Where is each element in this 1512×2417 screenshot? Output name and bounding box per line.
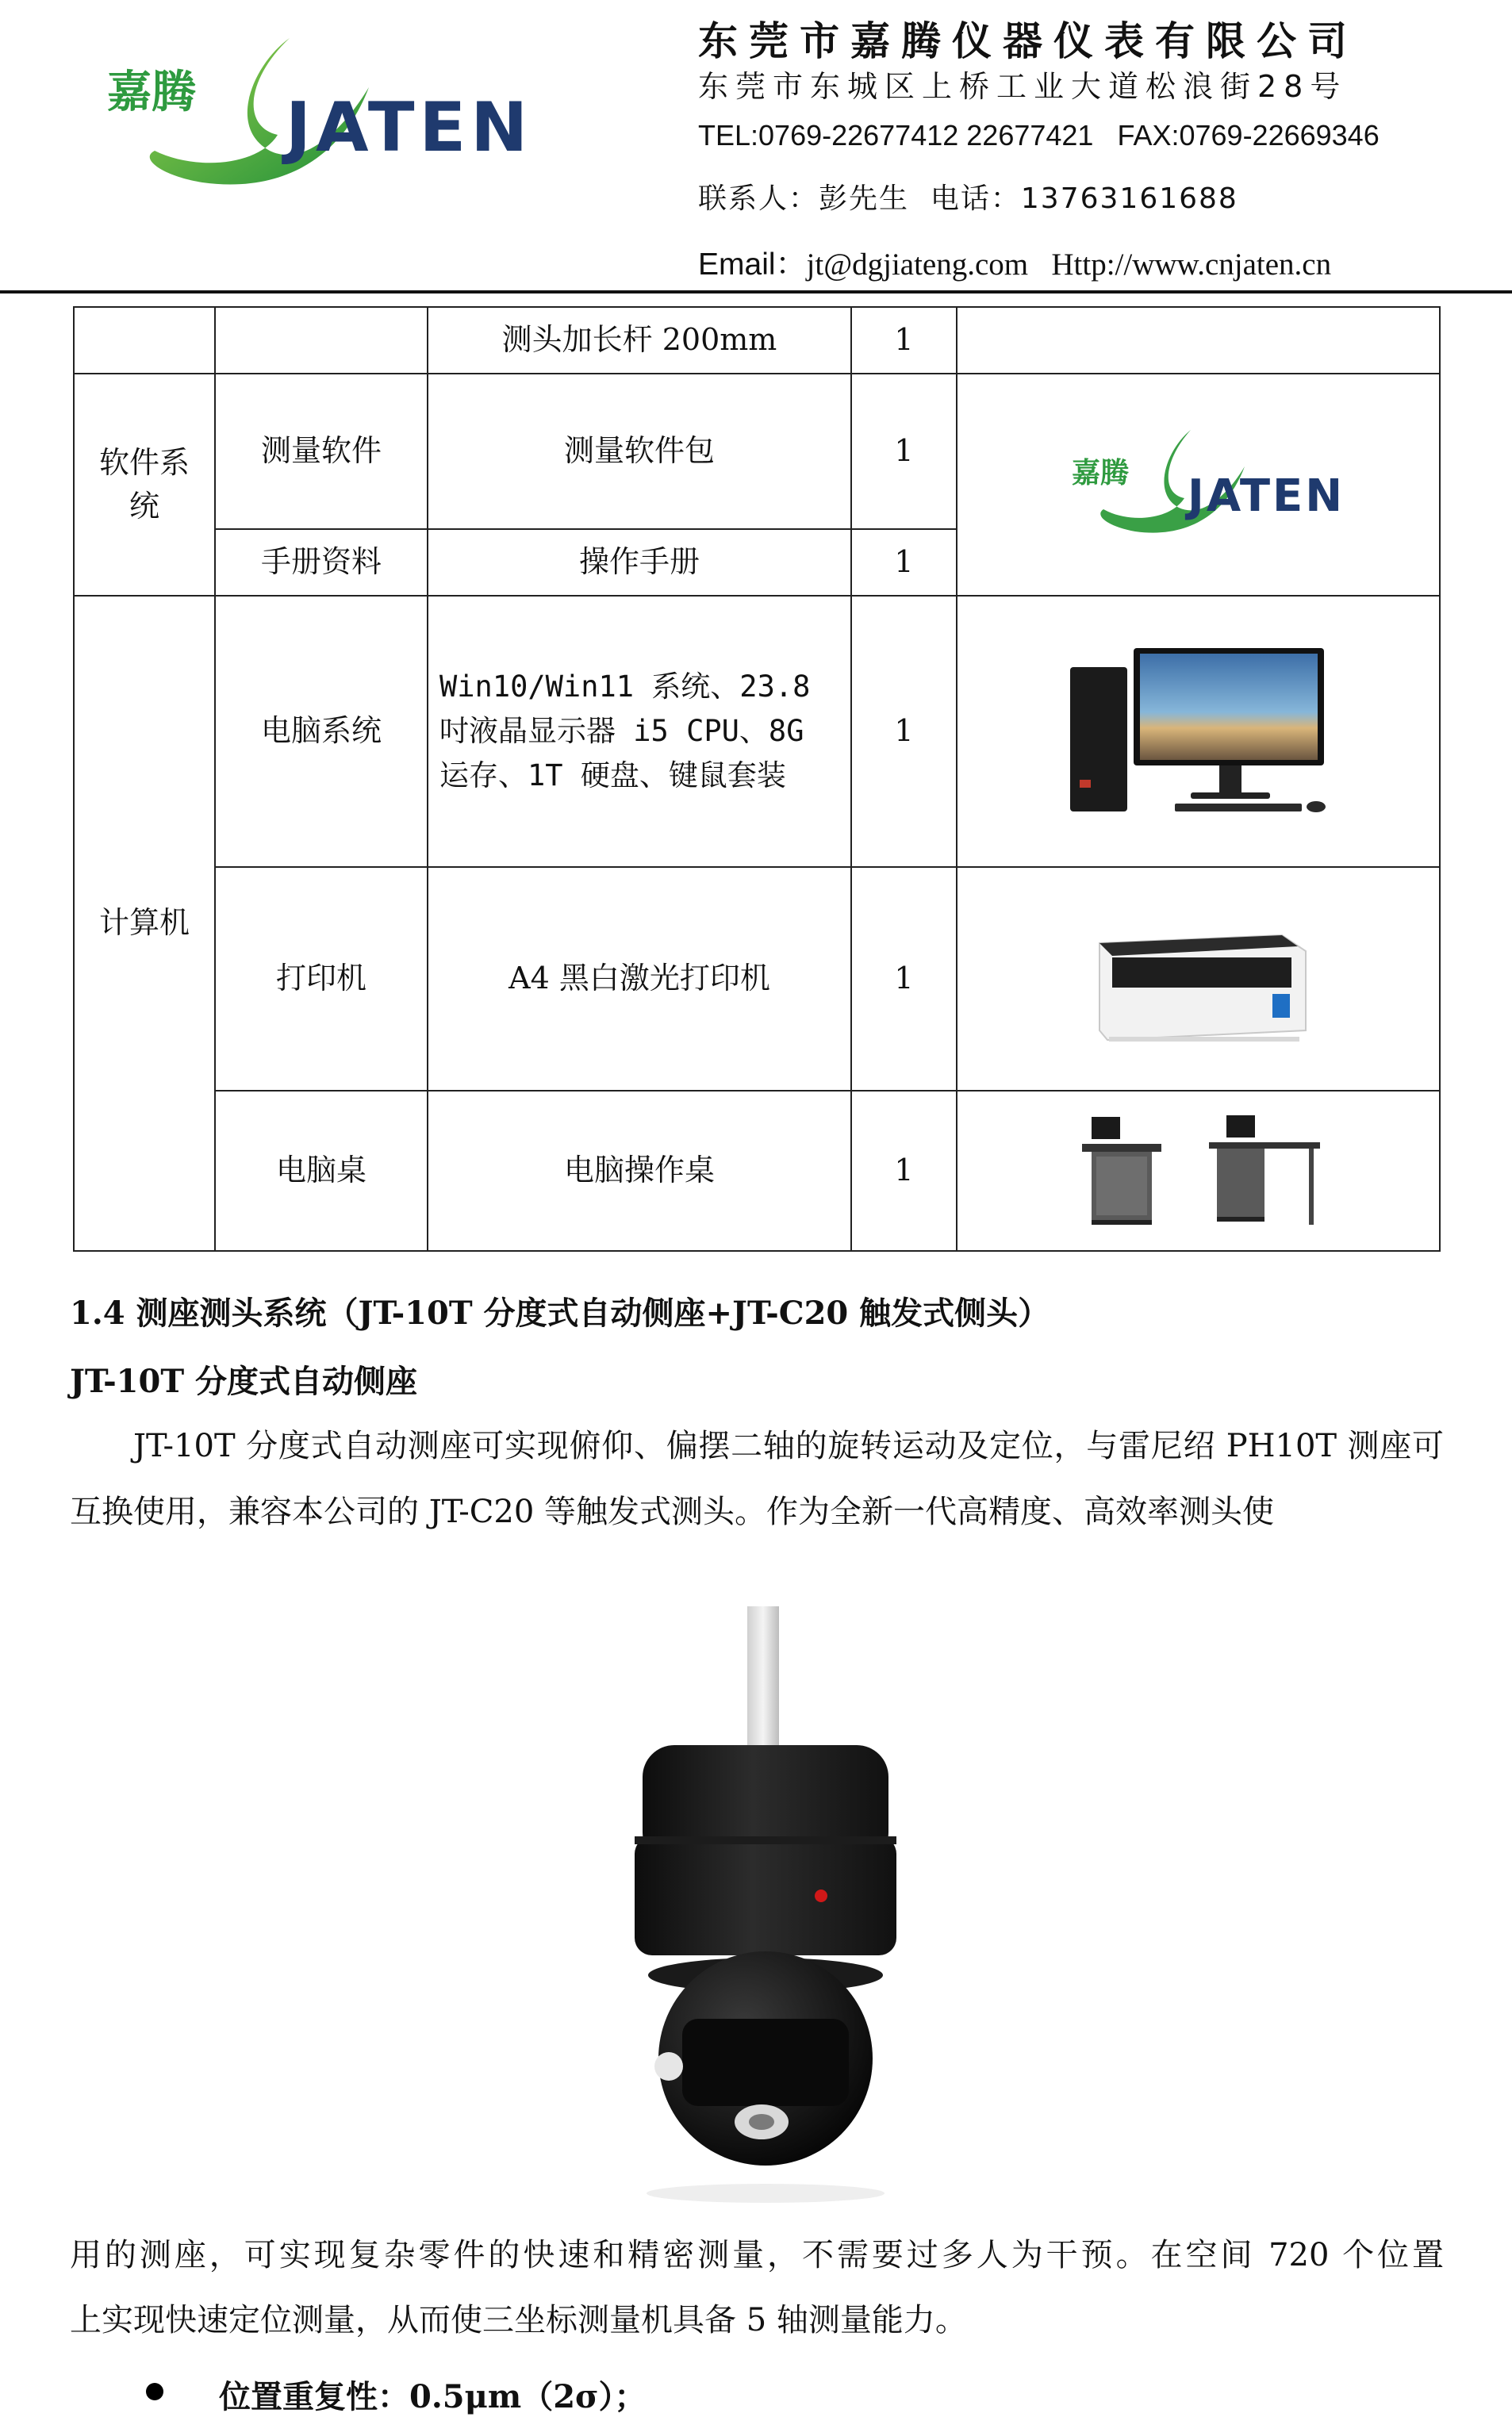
table-row bbox=[74, 307, 1440, 374]
bullet-text: 位置重复性：0.5μm（2σ）； bbox=[219, 2378, 647, 2415]
company-address: 东莞市东城区上桥工业大道松浪街28号 bbox=[698, 69, 1348, 104]
letterhead bbox=[0, 0, 1512, 295]
image-cell bbox=[957, 374, 1440, 596]
item-cell: A4 黑白激光打印机 bbox=[428, 867, 851, 1091]
email-website bbox=[698, 240, 1331, 284]
table-cell bbox=[215, 307, 428, 374]
image-cell bbox=[957, 596, 1440, 867]
table-cell bbox=[957, 307, 1440, 374]
tel-fax: TEL:0769-22677412 22677421 FAX:0769-22669346 bbox=[698, 119, 1380, 152]
laser-printer-image bbox=[1084, 911, 1314, 1046]
jaten-logo-small bbox=[1071, 425, 1345, 544]
qty-cell: 1 bbox=[851, 867, 957, 1091]
jt-10t-probe-illustration bbox=[524, 1575, 1031, 2209]
image-cell bbox=[957, 1091, 1440, 1251]
qty-cell: 1 bbox=[851, 596, 957, 867]
category-cell: 计算机 bbox=[74, 596, 215, 1251]
logo-cn-text: 嘉腾 bbox=[107, 67, 196, 118]
section-heading: 1.4 测座测头系统（JT-10T 分度式自动侧座+JT-C20 触发式侧头） bbox=[70, 1295, 1050, 1332]
item-cell: 测量软件包 bbox=[428, 374, 851, 529]
name-cell: 测量软件 bbox=[215, 374, 428, 529]
probe-head-image bbox=[524, 1575, 1031, 2209]
table-row bbox=[74, 374, 1440, 529]
equipment-table bbox=[73, 306, 1441, 1252]
item-cell: 操作手册 bbox=[428, 529, 851, 596]
qty-cell: 1 bbox=[851, 374, 957, 529]
item-cell: 测头加长杆 200mm bbox=[428, 307, 851, 374]
name-cell: 打印机 bbox=[215, 867, 428, 1091]
body-paragraph: 上实现快速定位测量，从而使三坐标测量机具备 5 轴测量能力。 bbox=[70, 2302, 967, 2338]
header-divider bbox=[0, 290, 1512, 293]
table-row bbox=[74, 596, 1440, 867]
company-name: 东莞市嘉腾仪器仪表有限公司 bbox=[698, 18, 1358, 64]
qty-cell: 1 bbox=[851, 529, 957, 596]
email-label: Email： bbox=[698, 247, 807, 282]
body-paragraph: JT-10T 分度式自动测座可实现俯仰、偏摆二轴的旋转运动及定位，与雷尼绍 PH10T 测座可互换使用，兼容本公司的 JT-C20 等触发式测头。作为全新一代高精度、高效率测头使 bbox=[70, 1428, 1444, 1530]
name-cell: 电脑系统 bbox=[215, 596, 428, 867]
jaten-logo-graphic bbox=[107, 32, 533, 198]
desktop-computer-image bbox=[1064, 640, 1334, 823]
item-cell: Win10/Win11 系统、23.8 吋液晶显示器 i5 CPU、8G 运存、1T 硬盘、键鼠套装 bbox=[428, 596, 851, 867]
name-cell: 电脑桌 bbox=[215, 1091, 428, 1251]
logo-en-text: JATEN bbox=[286, 88, 533, 167]
logo-en-text: JATEN bbox=[1187, 470, 1345, 522]
contact-person: 联系人：彭先生 电话：13763161688 bbox=[698, 182, 1238, 215]
logo-cn-text: 嘉腾 bbox=[1071, 457, 1129, 489]
table-row bbox=[74, 1091, 1440, 1251]
name-cell: 手册资料 bbox=[215, 529, 428, 596]
company-logo bbox=[107, 32, 533, 198]
bullet-dot-icon bbox=[146, 2383, 163, 2400]
table-cell bbox=[74, 307, 215, 374]
body-paragraph: 用的测座，可实现复杂零件的快速和精密测量，不需要过多人为干预。在空间 720 个位置 bbox=[70, 2237, 1444, 2273]
table-row bbox=[74, 867, 1440, 1091]
item-cell: 电脑操作桌 bbox=[428, 1091, 851, 1251]
section-subheading: JT-10T 分度式自动侧座 bbox=[70, 1363, 418, 1400]
email-value: jt@dgjiateng.com Http://www.cnjaten.cn bbox=[806, 247, 1332, 282]
computer-desk-image bbox=[1068, 1107, 1330, 1234]
category-cell: 软件系统 bbox=[74, 374, 215, 596]
qty-cell: 1 bbox=[851, 1091, 957, 1251]
image-cell bbox=[957, 867, 1440, 1091]
qty-cell: 1 bbox=[851, 307, 957, 374]
